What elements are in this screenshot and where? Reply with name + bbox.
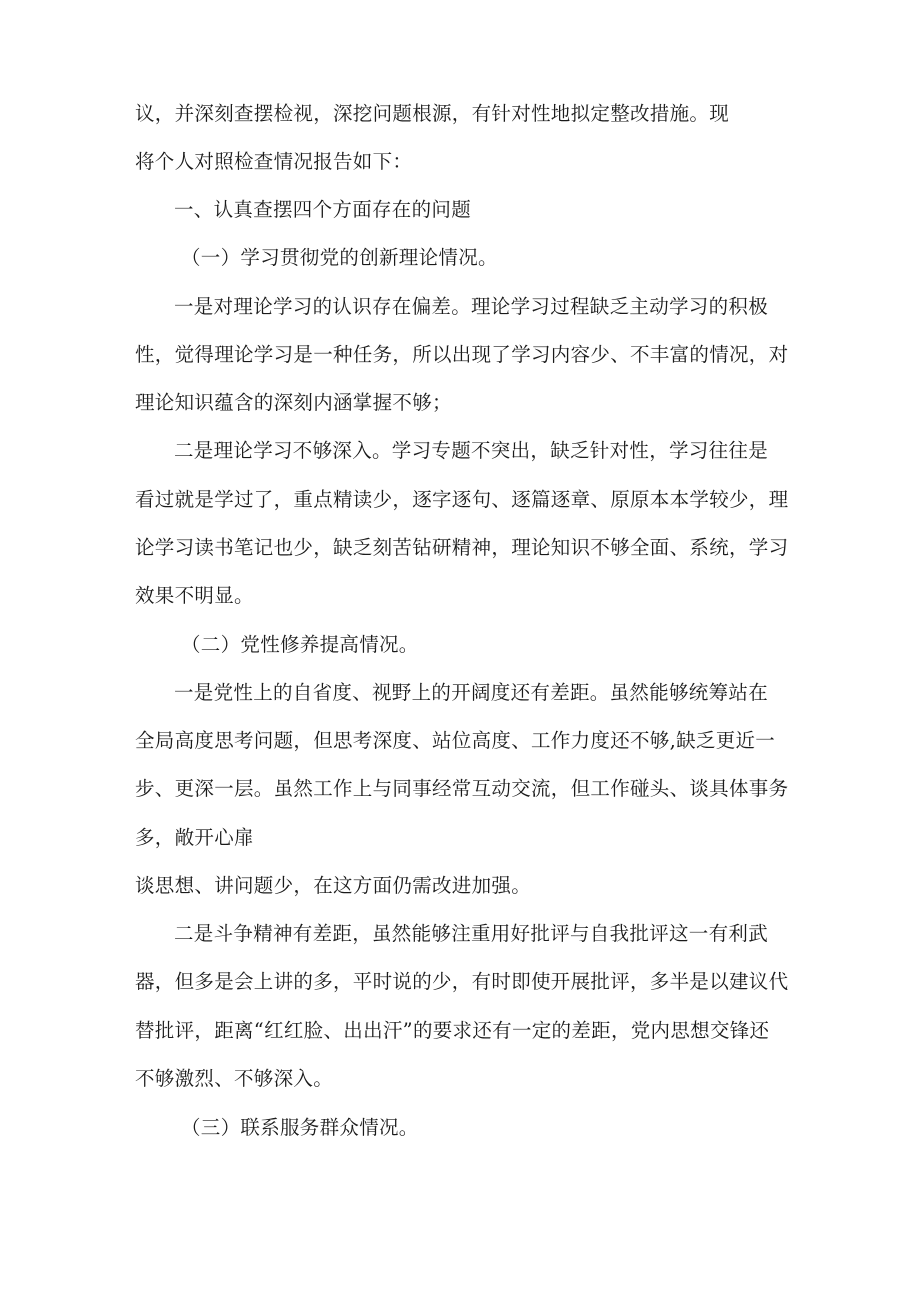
text-line: 二是理论学习不够深入。学习专题不突出，缺乏针对性，学习往往是 <box>174 439 769 462</box>
text-line: 效果不明显。 <box>135 584 254 607</box>
text-line: 二是斗争精神有差距，虽然能够注重用好批评与自我批评这一有利武 <box>174 922 769 945</box>
text-line: 替批评，距离“红红脸、出出汗”的要求还有一定的差距，党内思想交锋还 <box>135 1019 770 1042</box>
subsection-heading: （二）党性修养提高情况。 <box>181 633 419 656</box>
text-line: 理论知识蕴含的深刻内涵掌握不够； <box>135 391 452 414</box>
subsection-heading: （三）联系服务群众情况。 <box>181 1116 419 1139</box>
subsection-heading: （一）学习贯彻党的创新理论情况。 <box>181 246 498 269</box>
text-line: 性，觉得理论学习是一种任务，所以出现了学习内容少、不丰富的情况，对 <box>135 343 789 366</box>
text-line: 步、更深一层。虽然工作上与同事经常互动交流，但工作碰头、谈具体事务 <box>135 777 789 800</box>
text-line: 一是党性上的自省度、视野上的开阔度还有差距。虽然能够统筹站在 <box>174 681 769 704</box>
text-line: 谈思想、讲问题少，在这方面仍需改进加强。 <box>135 874 532 897</box>
text-line: 论学习读书笔记也少，缺乏刻苦钻研精神，理论知识不够全面、系统，学习 <box>135 536 789 559</box>
text-line: 全局高度思考问题，但思考深度、站位高度、工作力度还不够,缺乏更近一 <box>135 729 776 752</box>
text-line: 看过就是学过了，重点精读少，逐字逐句、逐篇逐章、原原本本学较少，理 <box>135 488 789 511</box>
text-line: 多，敞开心扉 <box>135 826 254 849</box>
text-line: 一是对理论学习的认识存在偏差。理论学习过程缺乏主动学习的积极 <box>174 295 769 318</box>
text-line: 议，并深刻查摆检视，深挖问题根源，有针对性地拟定整改措施。现 <box>135 102 730 125</box>
text-line: 不够激烈、不够深入。 <box>135 1067 334 1090</box>
section-heading: 一、认真查摆四个方面存在的问题 <box>174 198 472 221</box>
text-line: 将个人对照检查情况报告如下： <box>135 150 413 173</box>
text-line: 器，但多是会上讲的多，平时说的少，有时即使开展批评，多半是以建议代 <box>135 970 789 993</box>
